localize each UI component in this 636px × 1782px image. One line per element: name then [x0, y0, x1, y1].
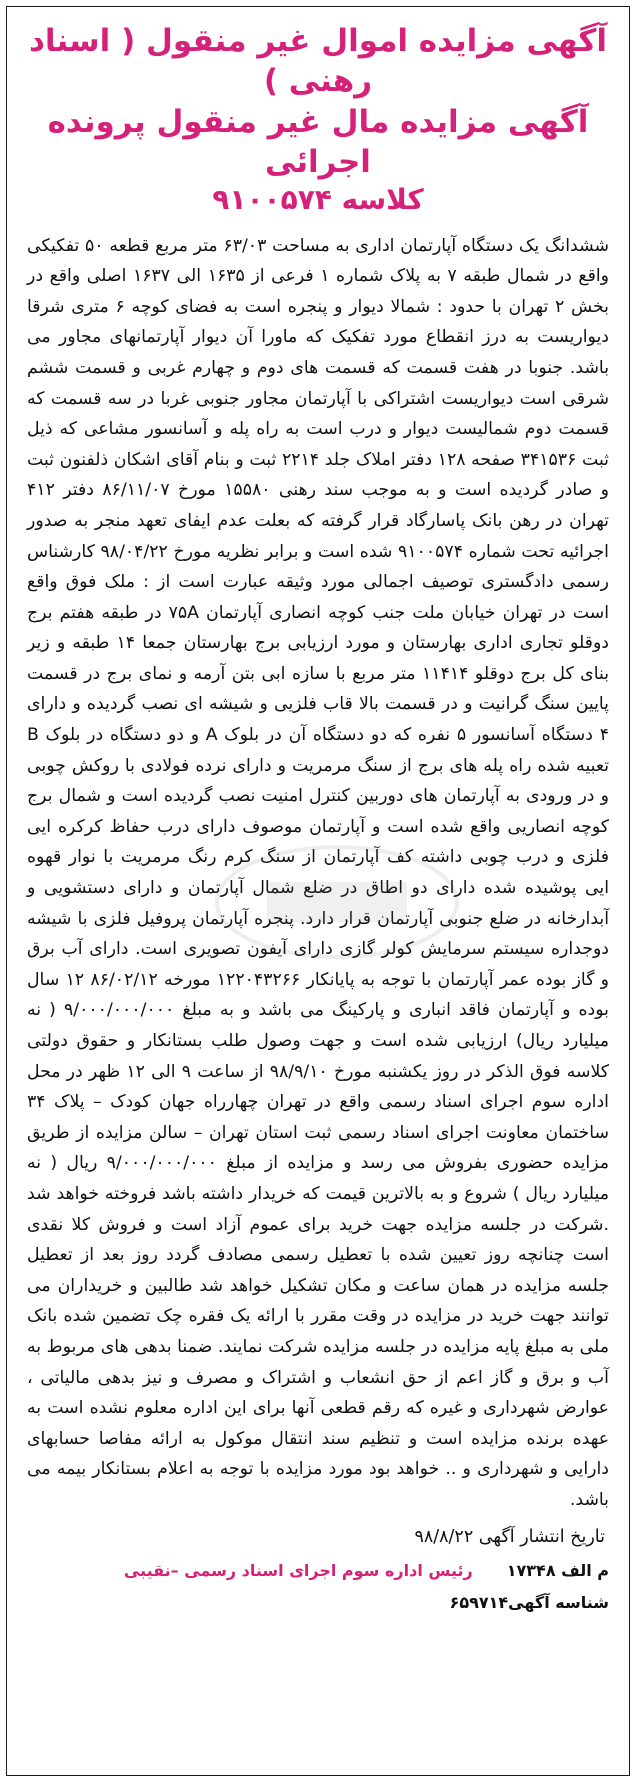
footer-row	[27, 1556, 609, 1586]
signer-name: رئیس اداره سوم اجرای اسناد رسمی –نقیبی	[123, 1560, 473, 1580]
notice-header	[7, 7, 629, 219]
ad-identifier: شناسه آگهی۶۵۹۷۱۴	[449, 1592, 609, 1612]
case-number: کلاسه ۹۱۰۰۵۷۴	[212, 183, 424, 217]
notice-page	[6, 6, 630, 1776]
publication-date: تاریخ انتشار آگهی ۹۸/۸/۲۲	[414, 1526, 605, 1547]
reference-code: م الف ۱۷۳۴۸	[506, 1560, 609, 1580]
notice-title: آگهی مزایده اموال غیر منقول ( اسناد رهنی )	[28, 23, 608, 100]
notice-subtitle: آگهی مزایده مال غیر منقول پرونده اجرائی	[47, 103, 589, 180]
notice-body: ششدانگ یک دستگاه آپارتمان اداری به مساحت ۶۳/۰۳ متر مربع قطعه ۵۰ تفکیکی واقع در شمال طبقه ۷ به پلاک شماره ۱ فرعی از ۱۶۳۵ الی ۱۶۳۷ اصلی واقع در بخش ۲ تهران با حدود : شمالا دیوار و پنجره است به فضای کوچه ۶ متری شرقا دیواریست به درز انقطاع مورد تفکیک که ماورا آن دیوار آپارتمانهای مجاور می باشد. جنوبا در هفت قسمت که قسمت های دوم و چهارم غربی و قسمت ششم شرقی است دیواریست اشتراکی با آپارتمان مجاور جنوبی غربا در سه قسمت که قسمت دوم شمالیست دیوار و درب است به راه پله و آسانسور مشاعی که ذیل ثبت ۳۴۱۵۳۶ صفحه ۱۲۸ دفتر املاک جلد ۲۲۱۴ ثبت و بنام آقای اشکان ذلفنون ثبت و صادر گردیده است و به موجب سند رهنی ۱۵۵۸۰ مورخ ۸۶/۱۱/۰۷ دفتر ۴۱۲ تهران در رهن بانک پاسارگاد قرار گرفته که بعلت عدم ایفای تعهد منجر به صدور اجرائیه تحت شماره ۹۱۰۰۵۷۴ شده است و برابر نظریه مورخ ۹۸/۰۴/۲۲ کارشناس رسمی دادگستری توصیف اجمالی مورد وثیقه عبارت است از : ملک فوق واقع است در تهران خیابان ملت جنب کوچه انصاری آپارتمان ۷۵A در طبقه هفتم برج دوقلو تجاری اداری بهارستان و مورد ارزیابی برج بهارستان جمعا ۱۴ طبقه و زیر بنای کل برج دوقلو ۱۱۴۱۴ متر مربع با سازه ابی بتن آرمه و نمای برج در قسمت پایین سنگ گرانیت و در قسمت بالا قاب فلزیی و شیشه ای نصب گردیده و دارای ۴ دستگاه آسانسور ۵ نفره که دو دستگاه آن در بلوک A و دو دستگاه در بلوک B تعبیه شده راه پله های برج از سنگ مرمریت و دارای نرده فولادی با روکش چوبی و در ورودی به آپارتمان های دوربین کنترل امنیت نصب گردیده است و شمال برج کوچه انصاریی واقع شده است و آپارتمان موصوف دارای درب حفاظ کرکره ایی فلزی و درب چوبی داشته کف آپارتمان از سنگ کرم رنگ مرمریت با نوار قهوه ایی پوشیده شده دارای دو اطاق در ضلع شمال آپارتمان و دارای دستشویی و آبدارخانه در ضلع جنوبی آپارتمان قرار دارد. پنجره آپارتمان پروفیل فلزی با شیشه دوجداره سیستم سرمایش کولر گازی دارای آیفون تصویری است. دارای آب برق و گاز بوده عمر آپارتمان با توجه به پایانکار ۱۲۲۰۴۳۲۶۶ مورخه ۸۶/۰۲/۱۲ ۱۲ سال بوده و آپارتمان فاقد انباری و پارکینگ می باشد و به مبلغ ۹/۰۰۰/۰۰۰/۰۰۰ ( نه میلیارد ریال) ارزیابی شده است و جهت وصول طلب بستانکار و حقوق دولتی کلاسه فوق الذکر در روز یکشنبه مورخ ۹۸/۹/۱۰ از ساعت ۹ الی ۱۲ ظهر در محل اداره سوم اجرای اسناد رسمی واقع در تهران چهارراه جهان کودک – پلاک ۳۴ ساختمان معاونت اجرای اسناد رسمی ثبت استان تهران – سالن مزایده از طریق مزایده حضوری بفروش می رسد و مزایده از مبلغ ۹/۰۰۰/۰۰۰/۰۰۰ ریال ( نه میلیارد ریال ) شروع و به بالاترین قیمت که خریدار داشته باشد فروخته خواهد شد .شرکت در جلسه مزایده جهت خرید برای عموم آزاد است و فروش کلا نقدی است چنانچه روز تعیین شده با تعطیل رسمی مصادف گردد روز بعد از تعطیل جلسه مزایده در همان ساعت و مکان تشکیل خواهد شد طالبین و خریداران می توانند جهت خرید در مزایده در وقت مقرر با ارائه یک فقره چک تضمین شده بانک ملی به مبلغ پایه مزایده در جلسه مزایده شرکت نمایند. ضمنا بدهی های مربوط به آب و برق و گاز اعم از حق انشعاب و اشتراک و مصرف و نیز بدهی مالیاتی ، عوارض شهرداری و غیره که رقم قطعی آنها برای این اداره معلوم نشده است به عهده برنده مزایده است و تنظیم سند انتقال موکول به ارائه مفاصا حسابهای دارایی و شهرداری و .. خواهد بود مورد مزایده با توجه به اعلام بستانکار بیمه می باشد.	[27, 235, 610, 1510]
